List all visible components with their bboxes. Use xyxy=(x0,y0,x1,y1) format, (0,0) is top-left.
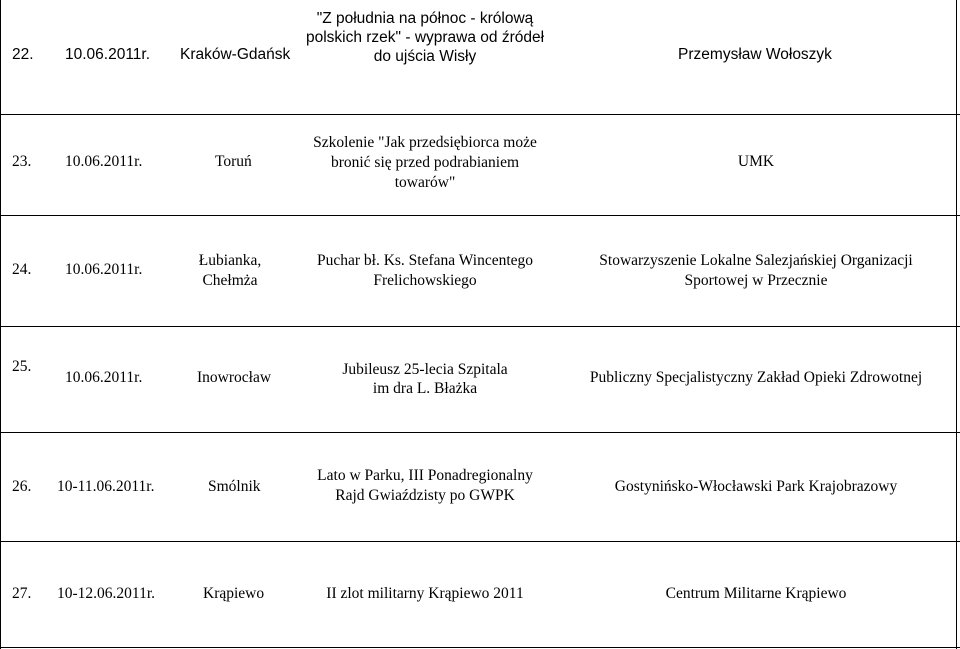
event-line: im dra L. Błażka xyxy=(372,380,478,397)
row-number: 27. xyxy=(12,585,32,602)
place-cell: Krąpiewo xyxy=(203,585,265,602)
date-cell: 10-11.06.2011r. xyxy=(57,478,155,495)
place-cell: Kraków-Gdańsk xyxy=(180,46,291,63)
row-number: 25. xyxy=(12,358,32,375)
date-cell: 10.06.2011r. xyxy=(65,261,143,278)
row-divider xyxy=(0,114,960,115)
event-line: Szkolenie "Jak przedsiębiorca może xyxy=(313,134,537,151)
row-number: 24. xyxy=(12,261,32,278)
event-line: towarów" xyxy=(394,174,456,191)
event-line: Jubileusz 25-lecia Szpitala xyxy=(342,361,508,378)
row-number: 26. xyxy=(12,478,32,495)
row-divider xyxy=(0,215,960,216)
event-line: Frelichowskiego xyxy=(373,272,477,289)
event-line: bronić się przed podrabianiem xyxy=(330,154,520,171)
event-cell: II zlot militarny Krąpiewo 2011 xyxy=(326,585,524,602)
organizer-cell: UMK xyxy=(737,153,775,170)
event-line: polskich rzek" - wyprawa od źródeł xyxy=(305,29,545,46)
place-cell: Smólnik xyxy=(208,478,261,495)
organizer-cell: Przemysław Wołoszyk xyxy=(678,46,832,63)
event-line: Rajd Gwiaździsty po GWPK xyxy=(335,487,515,504)
organizer-cell: Centrum Militarne Krąpiewo xyxy=(665,585,847,602)
date-cell: 10.06.2011r. xyxy=(65,153,143,170)
event-line: Puchar bł. Ks. Stefana Wincentego xyxy=(316,252,534,269)
row-number: 22. xyxy=(12,46,34,63)
date-cell: 10.06.2011r. xyxy=(65,46,151,63)
column-divider xyxy=(956,0,957,649)
row-number: 23. xyxy=(12,153,32,170)
organizer-cell: Publiczny Specjalistyczny Zakład Opieki Zdrowotnej xyxy=(589,369,923,386)
row-divider xyxy=(0,432,960,433)
place-line: Chełmża xyxy=(202,272,258,289)
place-cell: Inowrocław xyxy=(197,369,272,386)
place-cell: Toruń xyxy=(215,153,252,170)
date-cell: 10.06.2011r. xyxy=(65,369,143,386)
column-divider xyxy=(0,0,1,649)
date-cell: 10-12.06.2011r. xyxy=(57,585,156,602)
row-divider xyxy=(0,647,960,648)
organizer-line: Stowarzyszenie Lokalne Salezjańskiej Organizacji xyxy=(599,252,913,269)
organizer-line: Sportowej w Przecznie xyxy=(684,272,828,289)
place-line: Łubianka, xyxy=(198,252,262,269)
event-line: Lato w Parku, III Ponadregionalny xyxy=(317,467,533,484)
event-line: do ujścia Wisły xyxy=(373,48,477,65)
row-divider xyxy=(0,326,960,327)
row-divider xyxy=(0,541,960,542)
event-line: "Z południa na północ - królową xyxy=(316,10,534,27)
organizer-cell: Gostynińsko-Włocławski Park Krajobrazowy xyxy=(614,478,898,495)
